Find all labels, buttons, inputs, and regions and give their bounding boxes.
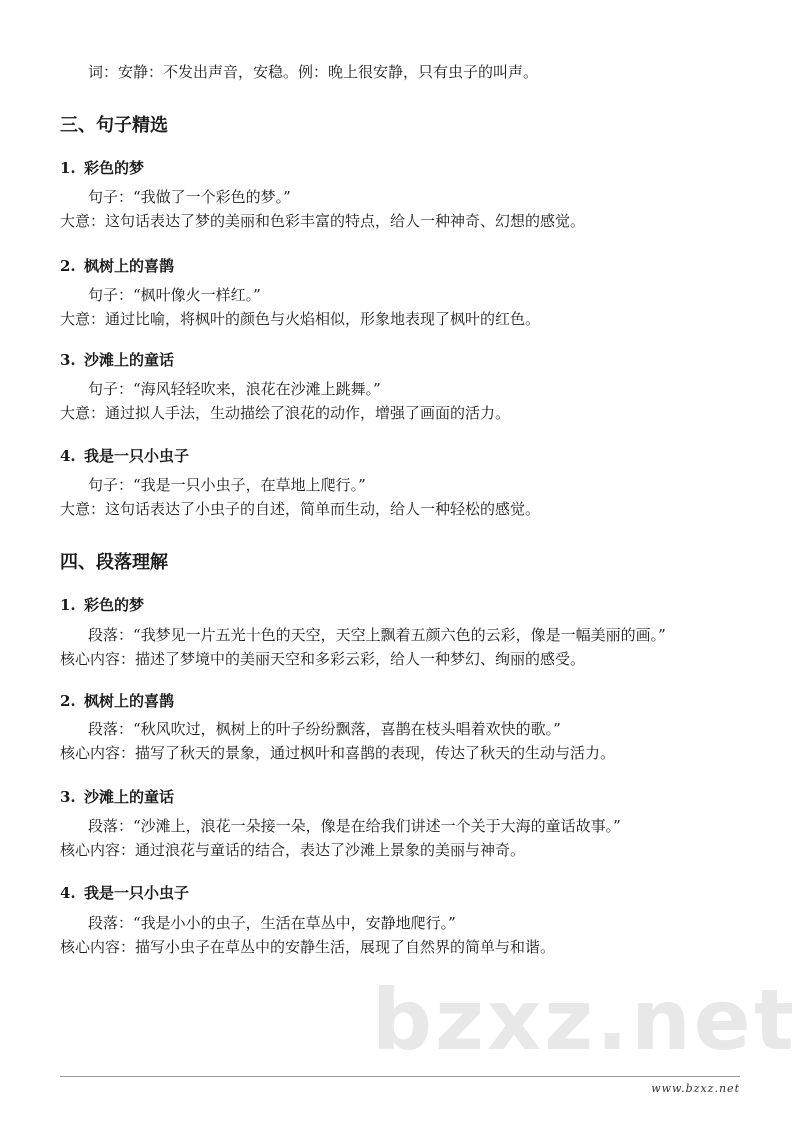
item-number: 4. [60,447,76,465]
paragraph-quote: 段落：“我梦见一片五光十色的天空，天空上飘着五颜六色的云彩，像是一幅美丽的画。” [88,626,666,644]
paragraph-quote: 段落：“秋风吹过，枫树上的叶子纷纷飘落，喜鹊在枝头唱着欢快的歌。” [88,720,561,738]
subheading-3 [60,350,174,370]
sentence-meaning: 大意：通过拟人手法，生动描绘了浪花的动作，增强了画面的活力。 [60,404,511,422]
sentence-meaning: 大意：这句话表达了梦的美丽和色彩丰富的特点，给人一种神奇、幻想的感觉。 [60,212,586,230]
paragraph-core: 核心内容：描述了梦境中的美丽天空和多彩云彩，给人一种梦幻、绚丽的感受。 [60,650,586,668]
item-title: 沙滩上的童话 [84,788,175,806]
item-number: 1. [60,596,76,614]
subheading-1 [60,595,144,615]
item-title: 枫树上的喜鹊 [84,692,175,710]
item-title: 我是一只小虫子 [84,447,190,465]
paragraph-core: 核心内容：通过浪花与童话的结合，表达了沙滩上景象的美丽与神奇。 [60,841,526,859]
subheading-1 [60,158,144,178]
item-number: 2. [60,257,76,275]
subheading-2 [60,691,174,711]
footer-url: www.bzxz.net [651,1082,740,1095]
sentence-quote: 句子：“海风轻轻吹来，浪花在沙滩上跳舞。” [88,380,381,398]
paragraph-core: 核心内容：描写了秋天的景象，通过枫叶和喜鹊的表现，传达了秋天的生动与活力。 [60,744,616,762]
item-title: 彩色的梦 [84,596,145,614]
item-title: 我是一只小虫子 [84,884,190,902]
subheading-4 [60,446,189,466]
intro-line: 词：安静：不发出声音，安稳。例：晚上很安静，只有虫子的叫声。 [88,63,539,81]
item-number: 1. [60,159,76,177]
item-number: 3. [60,788,76,806]
sentence-meaning: 大意：通过比喻，将枫叶的颜色与火焰相似，形象地表现了枫叶的红色。 [60,310,541,328]
item-number: 4. [60,884,76,902]
paragraph-quote: 段落：“沙滩上，浪花一朵接一朵，像是在给我们讲述一个关于大海的童话故事。” [88,817,621,835]
item-title: 沙滩上的童话 [84,351,175,369]
sentence-quote: 句子：“我是一只小虫子，在草地上爬行。” [88,476,366,494]
section-heading-paragraphs: 四、段落理解 [60,552,168,573]
paragraph-core: 核心内容：描写小虫子在草丛中的安静生活，展现了自然界的简单与和谐。 [60,938,556,956]
subheading-3 [60,787,174,807]
item-number: 3. [60,351,76,369]
section-heading-sentences: 三、句子精选 [60,115,168,136]
watermark: bzxz.net [372,971,797,1069]
sentence-quote: 句子：“枫叶像火一样红。” [88,286,261,304]
sentence-meaning: 大意：这句话表达了小虫子的自述，简单而生动，给人一种轻松的感觉。 [60,500,541,518]
item-title: 枫树上的喜鹊 [84,257,175,275]
subheading-4 [60,883,189,903]
subheading-2 [60,256,174,276]
sentence-quote: 句子：“我做了一个彩色的梦。” [88,188,291,206]
item-number: 2. [60,692,76,710]
item-title: 彩色的梦 [84,159,145,177]
paragraph-quote: 段落：“我是小小的虫子，生活在草丛中，安静地爬行。” [88,914,456,932]
footer-divider [60,1076,740,1077]
